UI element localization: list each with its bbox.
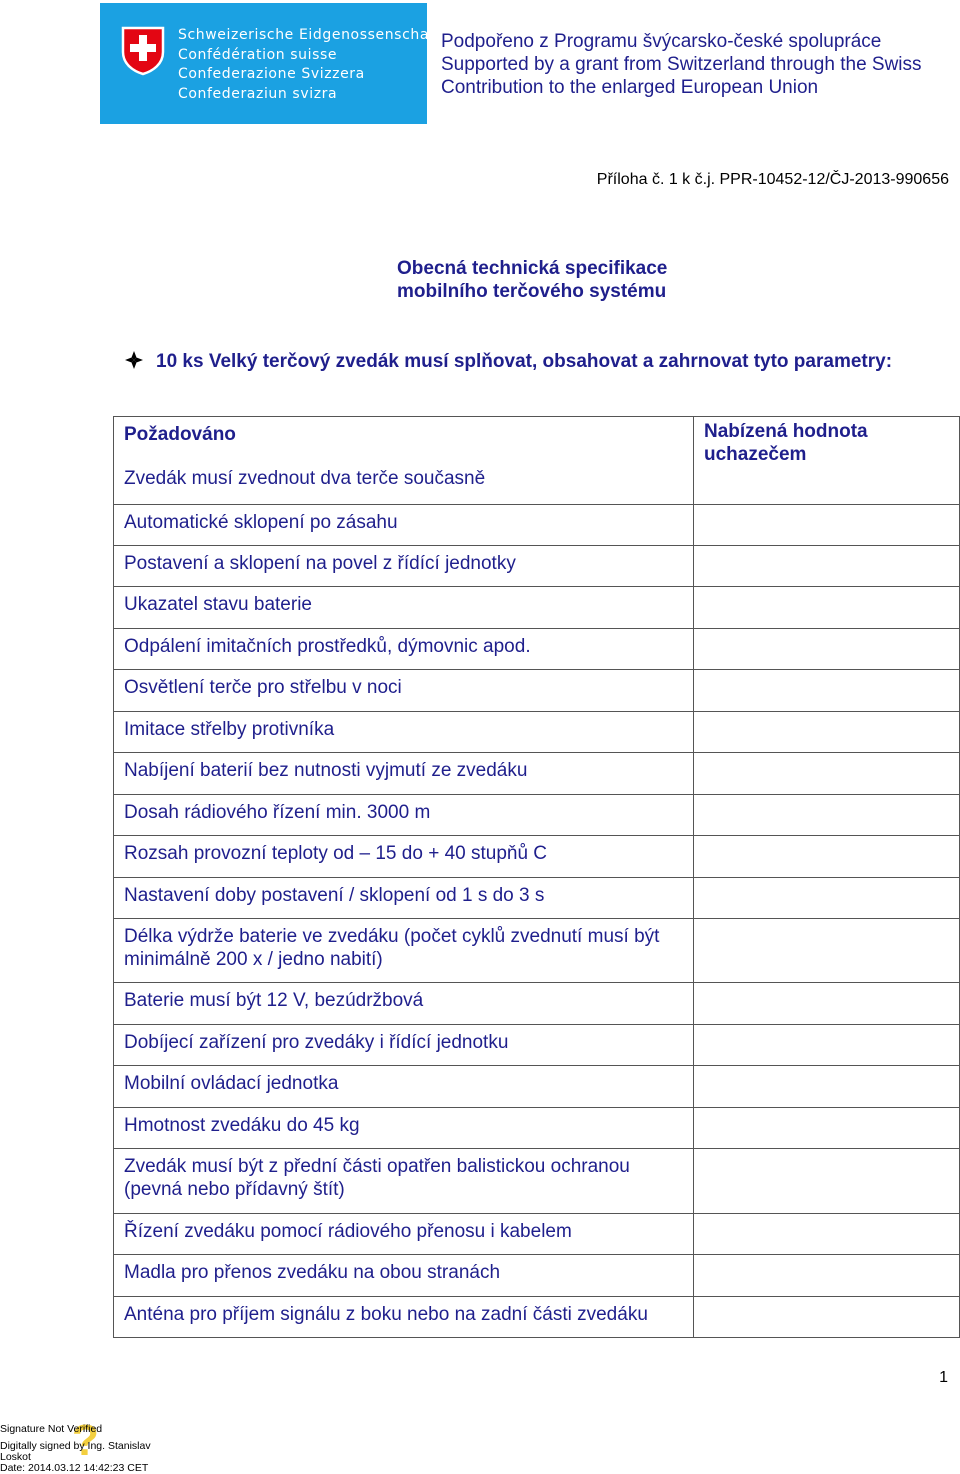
requirement-text: Zvedák musí zvednout dva terče současně (124, 468, 486, 489)
requirement-cell: Nabíjení baterií bez nutnosti vyjmutí ze zvedáku (114, 753, 694, 795)
requirement-cell: Postavení a sklopení na povel z řídící jednotky (114, 546, 694, 587)
table-row (114, 919, 960, 983)
requirement-cell: Odpálení imitačních prostředků, dýmovnic apod. (114, 629, 694, 670)
offer-value-cell[interactable] (694, 670, 960, 712)
offer-value-cell[interactable] (694, 1255, 960, 1297)
table-row (114, 629, 960, 670)
requirement-cell: Mobilní ovládací jednotka (114, 1066, 694, 1108)
requirement-cell: Automatické sklopení po zásahu (114, 505, 694, 546)
offer-value-cell[interactable] (694, 505, 960, 546)
required-header: Požadováno (124, 424, 236, 445)
requirement-cell (114, 417, 694, 505)
logo-line-fr: Confédération suisse (178, 46, 338, 63)
title-line: mobilního terčového systému (397, 281, 667, 302)
offer-header-cell (694, 417, 960, 505)
title-line: Obecná technická specifikace (397, 258, 668, 279)
signature-date: Date: 2014.03.12 14:42:23 CET (0, 1462, 149, 1474)
offer-value-cell[interactable] (694, 836, 960, 878)
table-row (114, 670, 960, 712)
requirement-cell: Rozsah provozní teploty od – 15 do + 40 stupňů C (114, 836, 694, 878)
table-row (114, 712, 960, 753)
signature-unverified-icon: ? (72, 1416, 99, 1465)
table-row (114, 836, 960, 878)
offer-value-cell[interactable] (694, 587, 960, 629)
table-row (114, 1108, 960, 1149)
specification-table (113, 416, 960, 1338)
table-row (114, 753, 960, 795)
offer-value-cell[interactable] (694, 795, 960, 836)
logo-line-de: Schweizerische Eidgenossenschaft (178, 27, 441, 43)
offer-value-cell[interactable] (694, 878, 960, 919)
requirement-cell: Délka výdrže baterie ve zvedáku (počet cyklů zvednutí musí být minimálně 200 x / jedno nabití) (114, 919, 694, 983)
heading-text: 10 ks Velký terčový zvedák musí splňovat, obsahovat a zahrnovat tyto parametry: (156, 351, 893, 372)
support-line: Supported by a grant from Switzerland through the Swiss (441, 54, 922, 75)
requirement-cell: Hmotnost zvedáku do 45 kg (114, 1108, 694, 1149)
offer-value-cell[interactable] (694, 1066, 960, 1108)
support-line: Contribution to the enlarged European Union (441, 77, 819, 98)
offer-value-cell[interactable] (694, 1025, 960, 1066)
swiss-confederation-logo (100, 3, 441, 124)
table-row (114, 1214, 960, 1255)
signature-signer-name: Loskot (0, 1451, 31, 1463)
requirement-cell: Řízení zvedáku pomocí rádiového přenosu i kabelem (114, 1214, 694, 1255)
offer-value-cell[interactable] (694, 983, 960, 1025)
offer-value-cell[interactable] (694, 919, 960, 983)
table-row (114, 1149, 960, 1214)
table-row (114, 1255, 960, 1297)
table-row (114, 795, 960, 836)
table-row (114, 1025, 960, 1066)
section-heading (124, 350, 892, 373)
table-row (114, 1297, 960, 1338)
requirement-cell: Anténa pro příjem signálu z boku nebo na zadní části zvedáku (114, 1297, 694, 1338)
table-row (114, 417, 960, 505)
offer-value-cell[interactable] (694, 712, 960, 753)
table-row (114, 878, 960, 919)
document-reference: Příloha č. 1 k č.j. PPR-10452-12/ČJ-2013-990656 (596, 171, 949, 188)
requirement-cell: Ukazatel stavu baterie (114, 587, 694, 629)
table-row (114, 587, 960, 629)
offer-value-cell[interactable] (694, 753, 960, 795)
diamond-bullet-icon (124, 350, 144, 370)
table-row (114, 505, 960, 546)
swiss-cross-shield-icon (121, 26, 165, 76)
requirement-cell: Imitace střelby protivníka (114, 712, 694, 753)
offer-header: Nabízená hodnota uchazečem (704, 421, 868, 465)
logo-line-rm: Confederaziun svizra (178, 85, 338, 102)
table-row (114, 1066, 960, 1108)
support-line: Podpořeno z Programu švýcarsko-české spolupráce (441, 31, 882, 52)
offer-value-cell[interactable] (694, 1297, 960, 1338)
offer-value-cell[interactable] (694, 546, 960, 587)
page-number: 1 (939, 1369, 948, 1386)
offer-value-cell[interactable] (694, 1214, 960, 1255)
support-statement (441, 30, 922, 99)
offer-value-cell[interactable] (694, 1108, 960, 1149)
requirement-cell: Osvětlení terče pro střelbu v noci (114, 670, 694, 712)
requirement-cell: Madla pro přenos zvedáku na obou stranách (114, 1255, 694, 1297)
table-row (114, 983, 960, 1025)
offer-value-cell[interactable] (694, 1149, 960, 1214)
requirement-cell: Nastavení doby postavení / sklopení od 1 s do 3 s (114, 878, 694, 919)
document-title (397, 257, 667, 303)
logo-text (178, 26, 440, 104)
digital-signature (0, 1416, 151, 1474)
table-row (114, 546, 960, 587)
requirement-cell: Dosah rádiového řízení min. 3000 m (114, 795, 694, 836)
requirement-cell: Dobíjecí zařízení pro zvedáky i řídící jednotku (114, 1025, 694, 1066)
requirement-cell: Baterie musí být 12 V, bezúdržbová (114, 983, 694, 1025)
signature-signer: Digitally signed by Ing. Stanislav (0, 1440, 151, 1452)
offer-value-cell[interactable] (694, 629, 960, 670)
signature-status: Signature Not Verified (0, 1423, 103, 1435)
requirement-cell: Zvedák musí být z přední části opatřen balistickou ochranou (pevná nebo přídavný štít) (114, 1149, 694, 1214)
logo-line-it: Confederazione Svizzera (178, 66, 365, 82)
